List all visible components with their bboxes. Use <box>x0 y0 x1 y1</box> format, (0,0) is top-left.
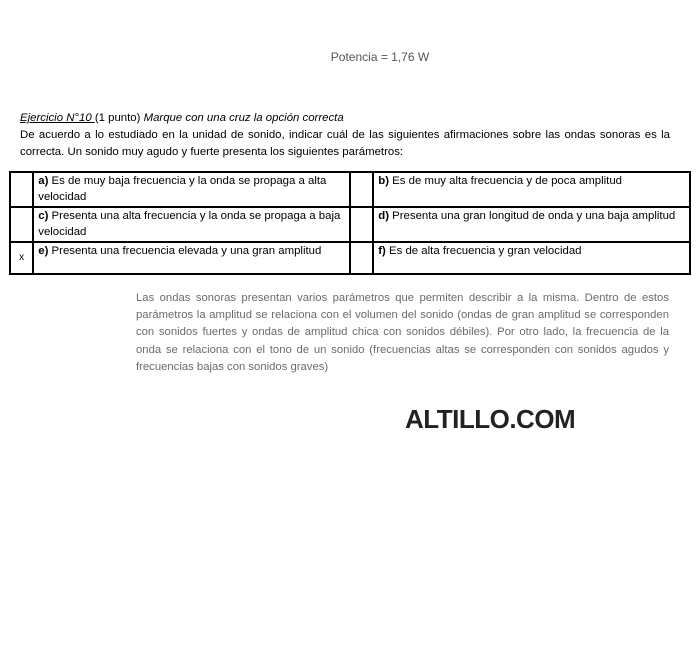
exercise-block <box>20 110 670 161</box>
option-letter: e) <box>38 245 49 257</box>
options-row <box>10 207 690 242</box>
option-text: Es de alta frecuencia y gran velocidad <box>385 245 582 257</box>
option-c <box>33 207 350 242</box>
option-letter: a) <box>38 175 49 187</box>
exercise-title: Ejercicio N°10 <box>20 112 95 124</box>
options-row <box>10 172 690 207</box>
option-b-checkbox[interactable] <box>350 172 373 207</box>
option-text: Presenta una frecuencia elevada y una gran amplitud <box>48 245 322 257</box>
option-text: Es de muy baja frecuencia y la onda se propaga a alta velocidad <box>38 175 327 203</box>
option-letter: c) <box>38 210 49 222</box>
option-c-checkbox[interactable] <box>10 207 33 242</box>
option-letter: f) <box>378 245 386 257</box>
watermark-logo: ALTILLO.COM <box>405 404 576 434</box>
options-table <box>9 171 691 275</box>
options-row <box>10 242 690 274</box>
exercise-points: (1 punto) <box>94 112 144 124</box>
option-f <box>373 242 690 274</box>
option-f-checkbox[interactable] <box>350 242 373 274</box>
option-e-checkbox[interactable]: x <box>10 242 33 274</box>
exercise-statement: De acuerdo a lo estudiado en la unidad de sonido, indicar cuál de las siguientes afirmaciones sobre las ondas sonoras es la correcta. Un sonido muy agudo y fuerte presenta los siguientes parámetros: <box>20 129 670 158</box>
exercise-header <box>20 110 670 127</box>
option-e <box>33 242 350 274</box>
option-text: Presenta una alta frecuencia y la onda se propaga a baja velocidad <box>38 210 341 238</box>
option-letter: d) <box>378 210 389 222</box>
option-b <box>373 172 690 207</box>
option-text: Presenta una gran longitud de onda y una baja amplitud <box>389 210 676 222</box>
exercise-instruction: Marque con una cruz la opción correcta <box>143 112 344 124</box>
option-letter: b) <box>378 175 389 187</box>
option-text: Es de muy alta frecuencia y de poca amplitud <box>389 175 623 187</box>
option-a <box>33 172 350 207</box>
power-result: Potencia = 1,76 W <box>330 50 430 64</box>
answer-explanation: Las ondas sonoras presentan varios parámetros que permiten describir a la misma. Dentro de estos parámetros la amplitud se relaciona con el volumen del sonido (ondas de gran amplitud se corresponden con sonidos fuertes y ondas de amplitud chica con sonidos débiles). Por otro lado, la frecuencia de la onda se relaciona con el tono de un sonido (frecuencias altas se corresponden con sonidos agudos y frecuencias bajas con sonidos graves) <box>136 292 669 373</box>
option-d-checkbox[interactable] <box>350 207 373 242</box>
option-d <box>373 207 690 242</box>
option-a-checkbox[interactable] <box>10 172 33 207</box>
